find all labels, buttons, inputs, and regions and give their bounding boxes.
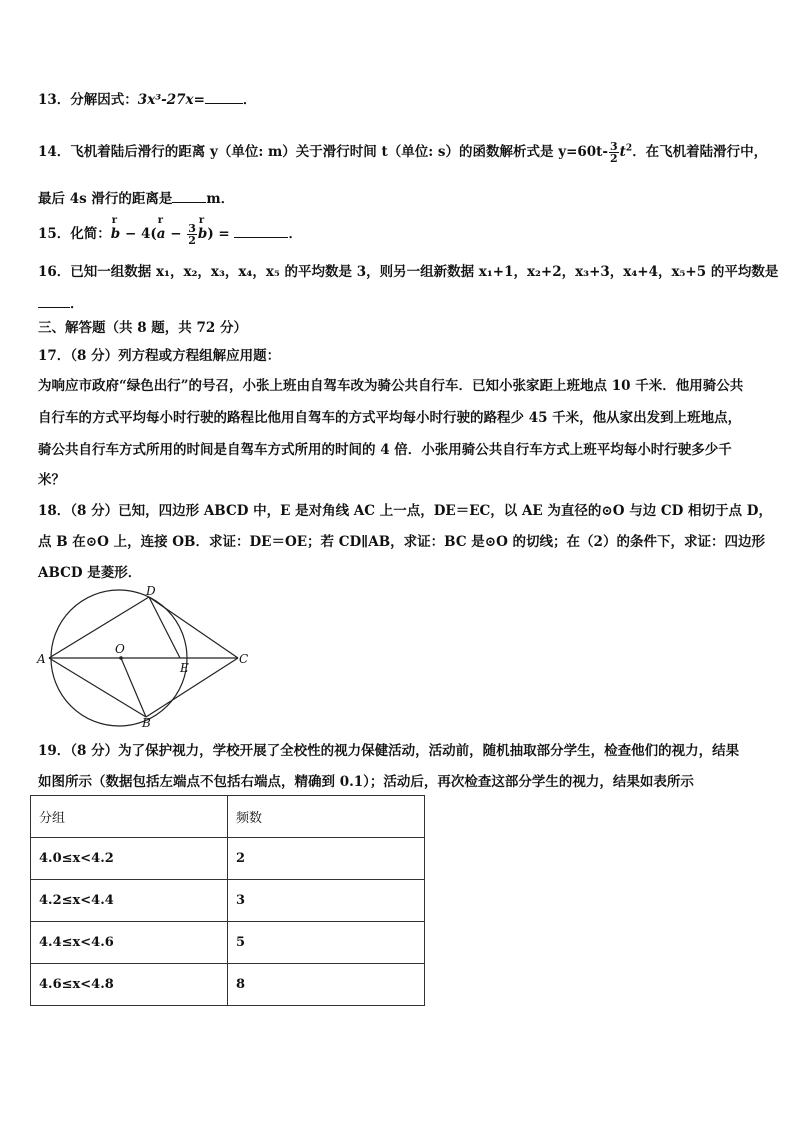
q15-vector-a: r a <box>156 215 166 242</box>
q16-text: 已知一组数据 x₁，x₂，x₃，x₄，x₅ 的平均数是 3，则另一组新数据 x₁+1，x₂+2，x₃+3，x₄+4，x₅+5 的平均数是 <box>70 264 779 280</box>
q16-answer-blank[interactable] <box>38 306 70 308</box>
table-cell-count: 8 <box>228 964 425 1006</box>
table-cell-group: 4.2≤x<4.4 <box>31 880 228 922</box>
q18-line-1: 18．（8 分）已知，四边形 ABCD 中，E 是对角线 AC 上一点，DE＝EC，以 AE 为直径的⊙O 与边 CD 相切于点 D， <box>38 503 772 519</box>
table-cell-group: 4.4≤x<4.6 <box>31 922 228 964</box>
q17-line-4: 米？ <box>38 472 65 488</box>
q15-prefix: 化简： <box>70 226 111 242</box>
label-d: D <box>146 586 156 598</box>
table-cell-count: 5 <box>228 922 425 964</box>
table-cell-group: 4.0≤x<4.2 <box>31 838 228 880</box>
q13-number: 13． <box>38 92 71 108</box>
label-o: O <box>115 642 125 656</box>
table-row <box>31 838 425 880</box>
segment-de <box>149 597 180 658</box>
question-16 <box>38 260 778 280</box>
q14-fraction-denominator: 2 <box>610 152 618 165</box>
segment-ad <box>49 597 149 658</box>
q17-header: 17．（8 分）列方程或方程组解应用题： <box>38 348 281 364</box>
q15-suffix: ． <box>288 226 302 242</box>
q14-text-2: ．在飞机着陆滑行中， <box>632 144 768 160</box>
frequency-table <box>30 795 425 1006</box>
table-cell-count: 3 <box>228 880 425 922</box>
q15-vector-arrow: r <box>111 215 118 226</box>
q14-answer-blank[interactable] <box>172 201 206 203</box>
q14-number: 14． <box>38 144 71 160</box>
table-row <box>31 880 425 922</box>
q13-prefix: 分解因式： <box>70 92 138 108</box>
q14-exponent: 2 <box>625 143 633 154</box>
question-15: 15．化简： r b − 4( r a − $\frac{3}{2}$ r b) = ． <box>38 215 302 247</box>
segment-bc <box>146 658 238 717</box>
q15-fraction: $\frac{3}{2}$ <box>188 222 196 247</box>
q18-line-3: ABCD 是菱形． <box>38 565 142 581</box>
q15-vector-b2: r b <box>197 215 208 242</box>
question-16-line-2 <box>38 292 84 312</box>
question-14 <box>38 140 767 164</box>
table-cell-count: 2 <box>228 838 425 880</box>
q16-number: 16． <box>38 264 71 280</box>
table-header-group: 分组 <box>31 796 228 838</box>
q15-vector-arrow: r <box>157 215 164 226</box>
q17-line-1: 为响应市政府“绿色出行”的号召，小张上班由自驾车改为骑公共自行车．已知小张家距上班地点 10 千米．他用骑公共 <box>38 378 744 394</box>
table-cell-group: 4.6≤x<4.8 <box>31 964 228 1006</box>
table-row <box>31 922 425 964</box>
q14-fraction-numerator: 3 <box>610 140 618 153</box>
q14-text-3-prefix: 最后 4s 滑行的距离是 <box>38 191 173 207</box>
label-e: E <box>180 661 189 675</box>
q19-line-1: 19．（8 分）为了保护视力，学校开展了全校性的视力保健活动，活动前，随机抽取部分学生，检查他们的视力，结果 <box>38 743 740 759</box>
point-o-dot <box>119 656 123 660</box>
q13-answer-blank[interactable] <box>205 102 243 104</box>
table-header-count: 频数 <box>228 796 425 838</box>
q14-text-3-suffix: m． <box>206 191 235 207</box>
label-b: B <box>142 716 151 728</box>
q15-number: 15． <box>38 226 71 242</box>
table-row <box>31 964 425 1006</box>
q18-line-2: 点 B 在⊙O 上，连接 OB．求证：DE＝OE；若 CD∥AB，求证：BC 是⊙O 的切线；在（2）的条件下，求证：四边形 <box>38 534 765 550</box>
segment-dc <box>149 597 238 658</box>
q15-vector-b: r b <box>110 215 121 242</box>
q15-vector-arrow: r <box>198 215 205 226</box>
q17-line-3: 骑公共自行车方式所用的时间是自驾车方式所用的时间的 4 倍．小张用骑公共自行车方式上班平均每小时行驶多少千 <box>38 442 732 458</box>
q13-expression: 3x³-27x= <box>137 92 205 108</box>
q19-line-2: 如图所示（数据包括左端点不包括右端点，精确到 0.1）；活动后，再次检查这部分学生的视力，结果如表所示 <box>38 774 694 790</box>
segment-ab <box>49 658 146 717</box>
section-3-heading: 三、解答题（共 8 题，共 72 分） <box>38 320 247 336</box>
q13-suffix: ． <box>242 92 257 108</box>
label-a: A <box>37 652 46 666</box>
q14-text-1: 飞机着陆后滑行的距离 y（单位: m）关于滑行时间 t（单位: s）的函数解析式是 y=60t- <box>70 144 609 160</box>
label-c: C <box>239 652 249 666</box>
geometry-diagram <box>34 586 254 728</box>
question-13 <box>38 88 256 108</box>
q14-variable-t: t <box>619 144 626 160</box>
q15-answer-blank[interactable] <box>234 236 288 238</box>
q16-suffix: ． <box>70 296 84 312</box>
table-header-row <box>31 796 425 838</box>
q14-fraction <box>609 141 619 164</box>
question-14-line-2 <box>38 187 234 207</box>
q17-line-2: 自行车的方式平均每小时行驶的路程比他用自驾车的方式平均每小时行驶的路程少 45 千米，他从家出发到上班地点， <box>38 410 742 426</box>
segment-ob <box>121 658 146 717</box>
